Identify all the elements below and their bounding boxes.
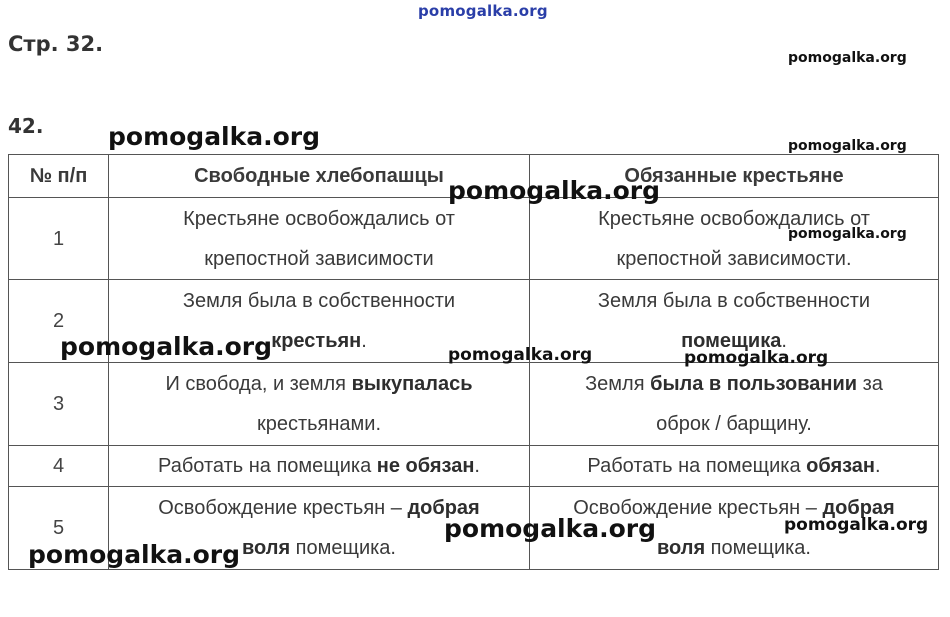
cell-bold-text: не обязан (376, 455, 475, 477)
watermark: pomogalka.org (684, 348, 829, 368)
cell-text: за (857, 373, 883, 395)
cell-free (109, 446, 530, 487)
header-free-farmers: Свободные хлебопашцы (109, 155, 530, 198)
row-number: 2 (9, 280, 109, 363)
cell-text: Работать на помещика (158, 455, 377, 477)
page-reference: Стр. 32. (8, 32, 104, 56)
cell-text: . (361, 330, 367, 352)
cell-text: Крестьяне освобождались от (183, 207, 455, 230)
watermark-top: pomogalka.org (418, 2, 548, 20)
task-number: 42. (8, 114, 44, 138)
cell-text: помещика. (290, 537, 396, 559)
cell-text: Освобождение крестьян – (158, 497, 408, 519)
cell-bold-text: добрая (822, 497, 895, 519)
cell-text: Крестьяне освобождались от (598, 207, 870, 230)
cell-bold-text: помещика (681, 330, 782, 352)
cell-bold-text: воля (656, 537, 706, 559)
row-number: 4 (9, 446, 109, 487)
cell-bold-text: добрая (407, 497, 480, 519)
watermark: pomogalka.org (448, 345, 593, 365)
table-row (9, 363, 939, 446)
watermark: pomogalka.org (788, 50, 907, 66)
cell-text: крепостной зависимости. (616, 247, 852, 270)
row-number: 1 (9, 198, 109, 280)
cell-bound (530, 363, 939, 446)
cell-bold-text: крестьян (271, 330, 362, 352)
cell-text: . (875, 455, 881, 477)
cell-free (109, 363, 530, 446)
watermark: pomogalka.org (444, 514, 657, 543)
header-number: № п/п (9, 155, 109, 198)
cell-bold-text: была в пользовании (650, 373, 858, 395)
cell-text: крестьянами. (256, 413, 382, 435)
cell-bold-text: обязан (806, 455, 876, 477)
table-row (9, 446, 939, 487)
watermark: pomogalka.org (784, 515, 929, 535)
cell-bold-text: выкупалась (351, 373, 473, 395)
cell-bound (530, 446, 939, 487)
cell-bold-text: воля (241, 537, 291, 559)
cell-text: . (781, 330, 787, 352)
watermark: pomogalka.org (448, 176, 661, 205)
cell-text: Освобождение крестьян – (573, 497, 823, 519)
cell-text: И свобода, и земля (165, 373, 352, 395)
row-number: 3 (9, 363, 109, 446)
cell-text: оброк / барщину. (656, 413, 812, 435)
cell-text: Земля была в собственности (182, 290, 456, 312)
watermark: pomogalka.org (28, 540, 241, 569)
cell-text: Земля (585, 373, 651, 395)
watermark: pomogalka.org (788, 138, 907, 154)
row-number: 5 (9, 487, 109, 570)
cell-text: Работать на помещика (587, 455, 807, 477)
cell-text: . (474, 455, 480, 477)
watermark: pomogalka.org (788, 226, 907, 242)
cell-text: крепостной зависимости (204, 247, 434, 270)
header-obligated-peasants: Обязанные крестьяне (530, 155, 939, 198)
cell-text: помещика. (705, 537, 811, 559)
cell-free (109, 198, 530, 280)
watermark: pomogalka.org (108, 122, 321, 151)
watermark: pomogalka.org (60, 332, 273, 361)
cell-text: Земля была в собственности (597, 290, 871, 312)
